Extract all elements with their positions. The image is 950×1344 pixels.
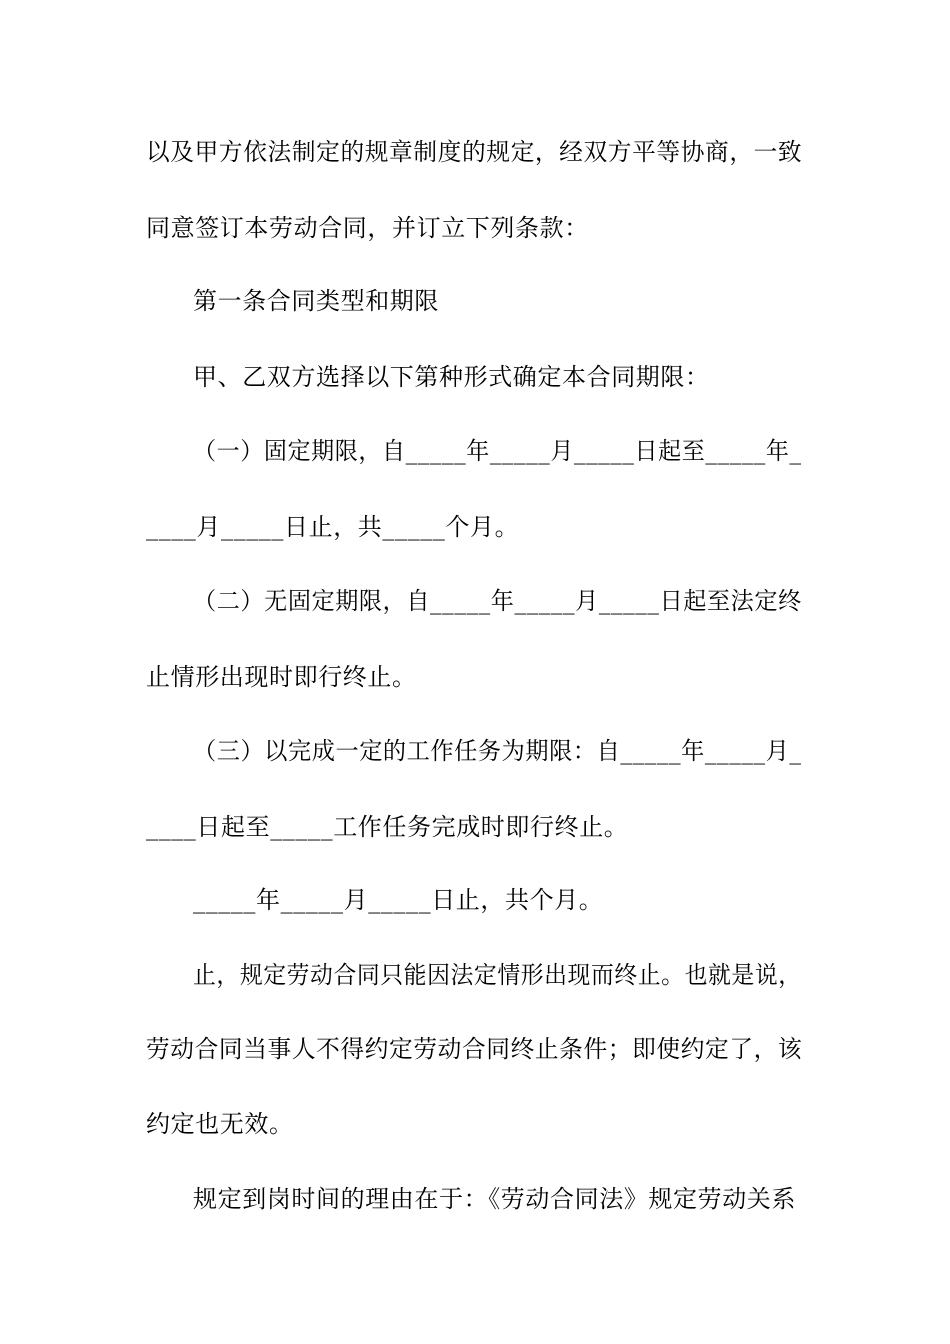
text-line-12: 止，规定劳动合同只能因法定情形出现而终止。也就是说， <box>193 961 802 989</box>
text-line-13: 劳动合同当事人不得约定劳动合同终止条件；即使约定了，该 <box>146 1035 803 1063</box>
clause-item-1: （一）固定期限，自_____年_____月_____日起至_____年_ <box>193 437 802 465</box>
text-line-4: 甲、乙双方选择以下第种形式确定本合同期限： <box>193 363 710 391</box>
clause-item-2-cont: 止情形出现时即行终止。 <box>146 663 417 691</box>
section-heading: 第一条合同类型和期限 <box>193 287 439 315</box>
text-line-14: 约定也无效。 <box>146 1110 294 1138</box>
text-line-15: 规定到岗时间的理由在于：《劳动合同法》规定劳动关系 <box>193 1185 796 1213</box>
clause-item-1-cont: ____月_____日止，共_____个月。 <box>146 513 520 541</box>
clause-item-3-cont: ____日起至_____工作任务完成时即行终止。 <box>146 813 629 841</box>
clause-item-2: （二）无固定期限，自_____年_____月_____日起至法定终 <box>193 587 802 615</box>
text-line-2: 同意签订本劳动合同，并订立下列条款： <box>146 214 589 242</box>
text-line-1: 以及甲方依法制定的规章制度的规定，经双方平等协商，一致 <box>146 138 803 166</box>
date-line: _____年_____月_____日止，共个月。 <box>193 886 604 914</box>
clause-item-3: （三）以完成一定的工作任务为期限：自_____年_____月_ <box>193 737 802 765</box>
